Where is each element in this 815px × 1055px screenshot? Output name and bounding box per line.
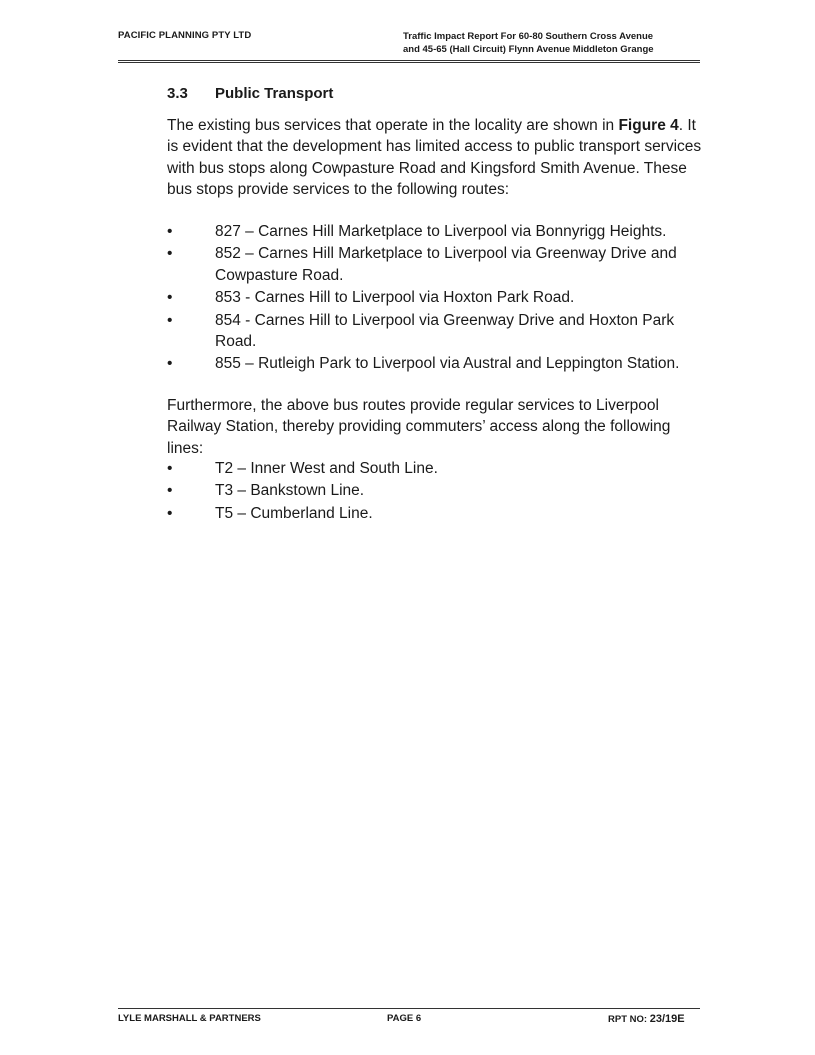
header-report-line-2: and 45-65 (Hall Circuit) Flynn Avenue Middleton Grange	[403, 44, 654, 55]
bullet-icon: •	[167, 223, 173, 240]
report-number-label: RPT NO:	[608, 1014, 650, 1025]
page-number: PAGE 6	[387, 1013, 422, 1024]
figure-reference: Figure 4	[618, 117, 679, 134]
list-item	[167, 310, 707, 353]
list-item	[167, 353, 707, 374]
bullet-icon: •	[167, 482, 173, 500]
bus-route-text: 852 – Carnes Hill Marketplace to Liverpool via Greenway Drive and Cowpasture Road.	[215, 245, 677, 284]
bus-route-list	[167, 221, 707, 376]
section-heading	[167, 85, 333, 102]
bullet-icon: •	[167, 460, 173, 477]
list-item	[167, 287, 707, 308]
bullet-icon: •	[167, 504, 173, 522]
train-line-text: T3 – Bankstown Line.	[215, 482, 365, 500]
bus-route-text: 854 - Carnes Hill to Liverpool via Greenway Drive and Hoxton Park Road.	[215, 311, 675, 351]
report-number-value: 23/19E	[649, 1013, 685, 1025]
footer-company: LYLE MARSHALL & PARTNERS	[118, 1013, 261, 1024]
bullet-icon: •	[167, 245, 173, 263]
header-report-line-1: Traffic Impact Report For 60-80 Southern Cross Avenue	[403, 31, 654, 42]
list-item	[167, 480, 707, 501]
bullet-icon: •	[167, 355, 173, 373]
section-number: 3.3	[167, 85, 188, 102]
list-item	[167, 458, 707, 479]
train-line-list	[167, 458, 707, 525]
list-item	[167, 221, 707, 242]
train-line-text: T5 – Cumberland Line.	[215, 504, 373, 522]
bullet-icon: •	[167, 311, 173, 329]
header-divider	[118, 60, 700, 63]
list-item	[167, 503, 707, 524]
section-title: Public Transport	[215, 85, 334, 102]
bus-route-text: 827 – Carnes Hill Marketplace to Liverpool via Bonnyrigg Heights.	[215, 223, 667, 240]
bus-route-text: 853 - Carnes Hill to Liverpool via Hoxton Park Road.	[215, 289, 575, 307]
bus-route-text: 855 – Rutleigh Park to Liverpool via Austral and Leppington Station.	[215, 355, 680, 373]
intro-text-b: . It is evident that the development has limited access to public transport services with bus stops along Cowpasture Road and Kingsford Smith Avenue. These bus stops provide services to the following routes:	[167, 117, 702, 199]
report-number	[608, 1013, 685, 1025]
footer-divider	[118, 1008, 700, 1009]
header-company: PACIFIC PLANNING PTY LTD	[118, 30, 252, 41]
header-report-title	[403, 30, 703, 56]
intro-paragraph	[167, 115, 707, 201]
list-item	[167, 243, 707, 286]
bullet-icon: •	[167, 289, 173, 307]
train-line-text: T2 – Inner West and South Line.	[215, 460, 438, 477]
intro-text-a: The existing bus services that operate in the locality are shown in	[167, 117, 619, 134]
rail-paragraph: Furthermore, the above bus routes provide regular services to Liverpool Railway Station, thereby providing commuters’ access along the following lines:	[167, 397, 671, 457]
